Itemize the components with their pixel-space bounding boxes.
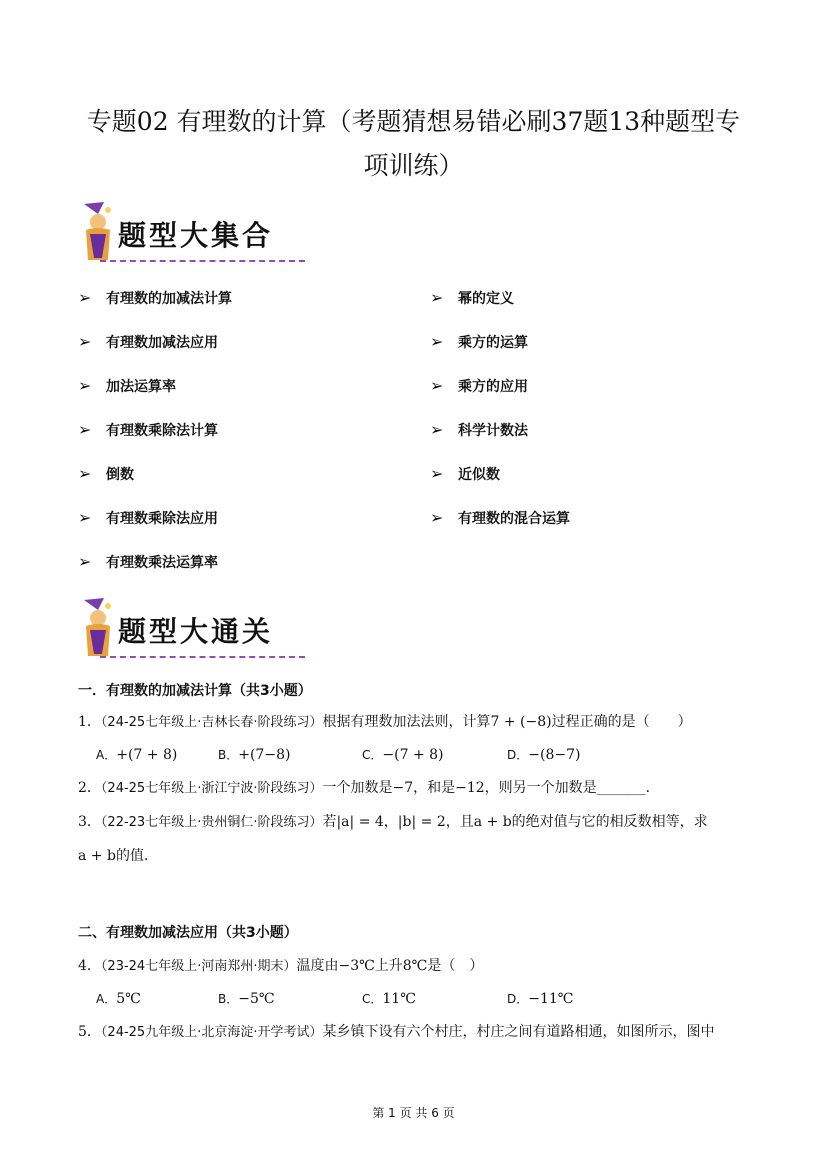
arrow-right-icon: ➢ (78, 464, 92, 483)
option-d: D．−11℃ (507, 991, 574, 1007)
arrow-right-icon: ➢ (78, 376, 92, 395)
question-text: 温度由−3℃上升8℃是（ ） (296, 958, 484, 974)
question-3-continued: a + b的值． (78, 848, 158, 864)
option-b: B．+(7−8) (218, 747, 291, 763)
arrow-right-icon: ➢ (78, 288, 92, 307)
topic-item: ➢ 有理数的加减法计算 (78, 288, 232, 307)
topic-item: ➢ 近似数 (430, 464, 500, 483)
topic-item: ➢ 有理数加减法应用 (78, 332, 218, 351)
question-source: （24-25七年级上·浙江宁波·阶段练习） (100, 781, 323, 796)
topic-item: ➢ 乘方的应用 (430, 376, 528, 395)
arrow-right-icon: ➢ (78, 508, 92, 527)
question-5: 5．（24-25九年级上·北京海淀·开学考试）某乡镇下设有六个村庄，村庄之间有道路相通，如图所示，图中 (78, 1024, 715, 1040)
question-1: 1．（24-25七年级上·吉林长春·阶段练习）根据有理数加法法则，计算7 + (−8)过程正确的是（ ） (78, 714, 692, 730)
question-source: （24-25九年级上·北京海淀·开学考试） (100, 1025, 323, 1040)
question-text: 若|a| = 4，|b| = 2，且a + b的绝对值与它的相反数相等，求 (322, 814, 708, 830)
title-line-2: 项训练） (363, 151, 464, 180)
question-source: （24-25七年级上·吉林长春·阶段练习） (100, 715, 323, 730)
banner-topic-collection (78, 200, 308, 270)
arrow-right-icon: ➢ (430, 464, 444, 483)
banner-title: 题型大通关 (118, 615, 274, 648)
question-source: （22-23七年级上·贵州铜仁·阶段练习） (100, 815, 323, 830)
topic-item: ➢ 乘方的运算 (430, 332, 528, 351)
wizard-icon (78, 596, 118, 662)
option-c: C．−(7 + 8) (362, 747, 444, 763)
banner-underline (100, 656, 305, 658)
topic-item: ➢ 有理数的混合运算 (430, 508, 570, 527)
question-source: （23-24七年级上·河南郑州·期末） (100, 959, 297, 974)
arrow-right-icon: ➢ (78, 332, 92, 351)
option-a: A．+(7 + 8) (96, 747, 178, 763)
title-line-1: 专题02 有理数的计算（考题猜想易错必刷37题13种题型专 (86, 107, 741, 136)
page-title (40, 100, 787, 188)
banner-topic-practice (78, 596, 308, 666)
topic-item: ➢ 幂的定义 (430, 288, 514, 307)
arrow-right-icon: ➢ (430, 508, 444, 527)
banner-underline (100, 260, 305, 262)
topic-item: ➢ 有理数乘除法计算 (78, 420, 218, 439)
option-d: D．−(8−7) (507, 747, 581, 763)
page-footer: 第 1 页 共 6 页 (372, 1106, 455, 1120)
option-c: C．11℃ (362, 991, 416, 1007)
option-a: A．5℃ (96, 991, 141, 1007)
question-text: 根据有理数加法法则，计算7 + (−8)过程正确的是（ ） (322, 714, 692, 730)
option-b: B．−5℃ (218, 991, 275, 1007)
question-text: 一个加数是−7，和是−12，则另一个加数是_______． (322, 780, 660, 796)
wizard-icon (78, 200, 118, 266)
arrow-right-icon: ➢ (78, 420, 92, 439)
section-heading: 一．有理数的加减法计算（共3小题） (78, 683, 312, 699)
arrow-right-icon: ➢ (430, 288, 444, 307)
topic-item: ➢ 有理数乘除法应用 (78, 508, 218, 527)
arrow-right-icon: ➢ (430, 332, 444, 351)
arrow-right-icon: ➢ (430, 376, 444, 395)
question-4: 4．（23-24七年级上·河南郑州·期末）温度由−3℃上升8℃是（ ） (78, 958, 484, 974)
question-2: 2．（24-25七年级上·浙江宁波·阶段练习）一个加数是−7，和是−12，则另一个加数是_______． (78, 780, 660, 796)
section-heading: 二、有理数加减法应用（共3小题） (78, 925, 298, 941)
question-text: 某乡镇下设有六个村庄，村庄之间有道路相通，如图所示，图中 (322, 1024, 715, 1040)
banner-title: 题型大集合 (118, 219, 274, 252)
arrow-right-icon: ➢ (78, 552, 92, 571)
arrow-right-icon: ➢ (430, 420, 444, 439)
topic-item: ➢ 有理数乘法运算率 (78, 552, 218, 571)
question-3: 3．（22-23七年级上·贵州铜仁·阶段练习）若|a| = 4，|b| = 2，且a + b的绝对值与它的相反数相等，求 (78, 814, 708, 830)
topic-item: ➢ 科学计数法 (430, 420, 528, 439)
topic-item: ➢ 加法运算率 (78, 376, 176, 395)
topic-item: ➢ 倒数 (78, 464, 134, 483)
